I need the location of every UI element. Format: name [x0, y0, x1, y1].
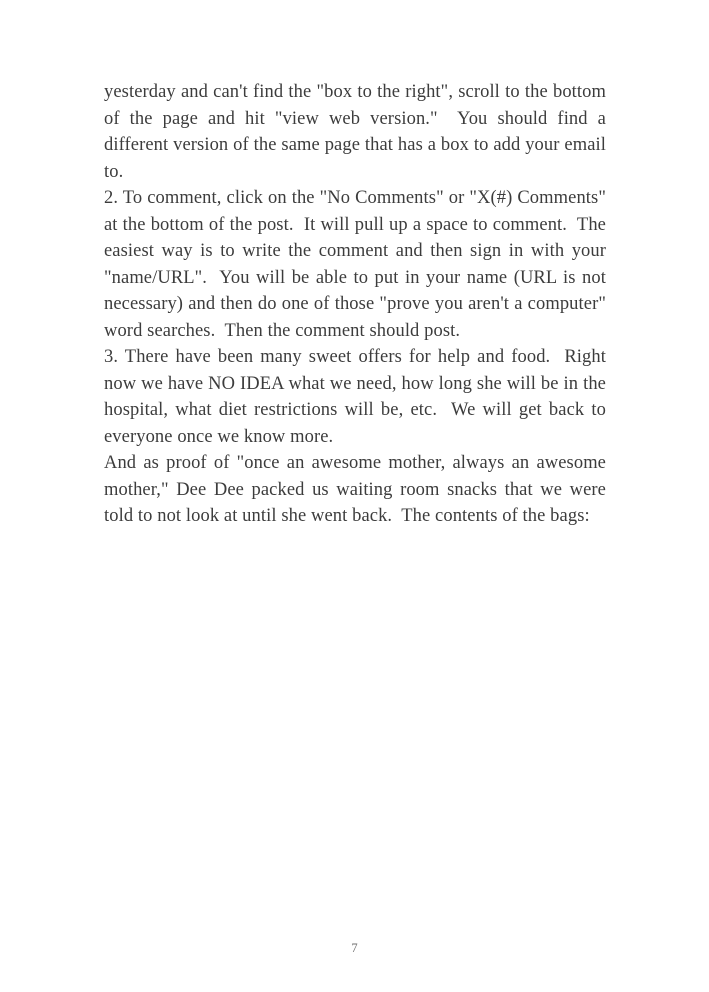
page-number: 7: [351, 941, 358, 955]
paragraph-continuation: yesterday and can't find the "box to the right", scroll to the bottom of the page and hit "view web version." You should find a different version of the same page that has a box to add your email to.: [104, 82, 611, 182]
paragraph-item-2: 2. To comment, click on the "No Comments" or "X(#) Comments" at the bottom of the post. It will pull up a space to comment. The easiest way is to write the comment and then sign in with your "name/URL". You will be able to put in your name (URL is not necessary) and then do one of those "prove you aren't a computer" word searches. Then the comment should post.: [104, 188, 611, 341]
page-text-block: [104, 79, 611, 530]
paragraph-item-3: 3. There have been many sweet offers for help and food. Right now we have NO IDEA what we need, how long she will be in the hospital, what diet restrictions will be, etc. We will get back to everyone once we know more.: [104, 347, 611, 447]
paragraph-closing: And as proof of "once an awesome mother, always an awesome mother," Dee Dee packed us waiting room snacks that we were told to not look at until she went back. The contents of the bags:: [104, 453, 611, 526]
